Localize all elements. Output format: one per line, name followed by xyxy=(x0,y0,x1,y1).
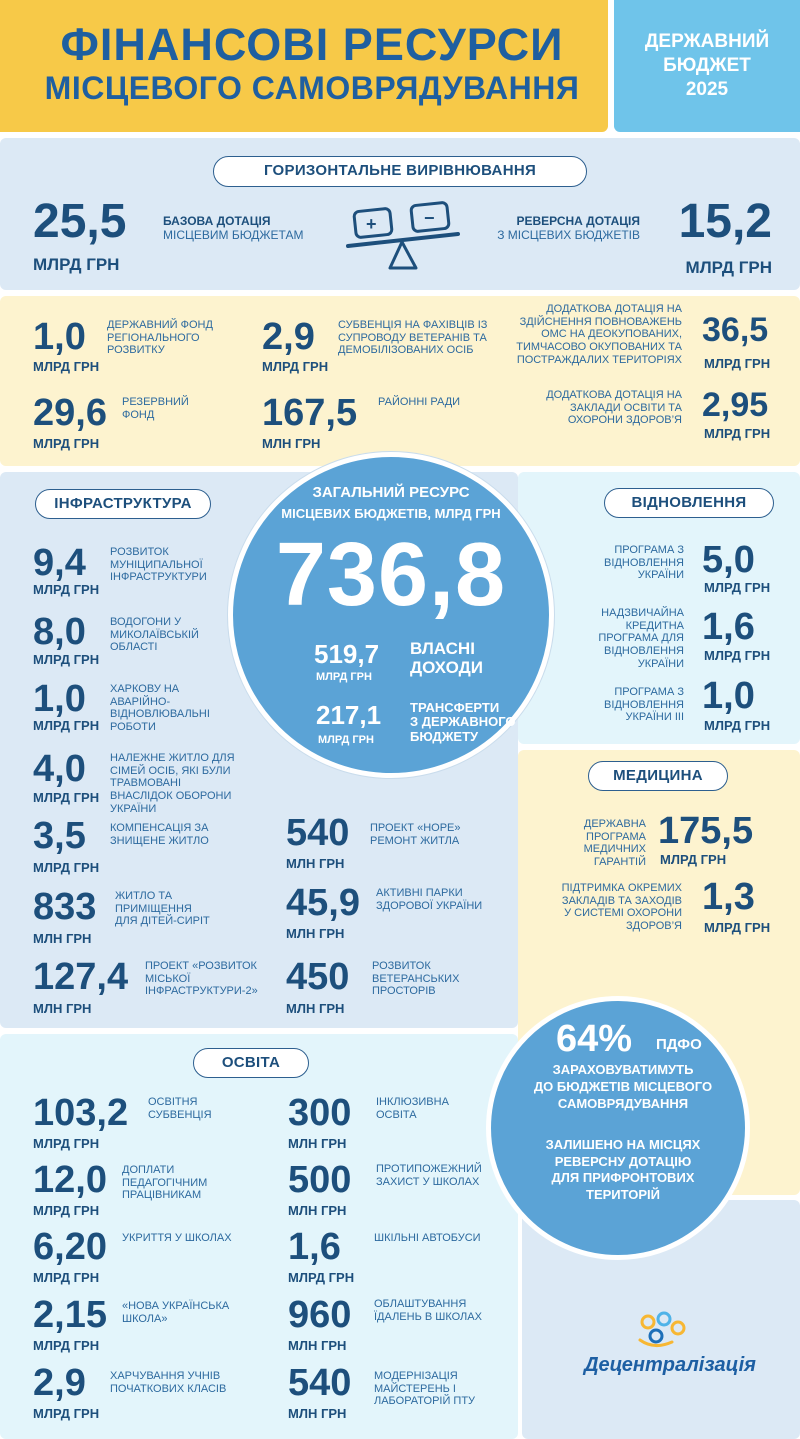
infrastructure-title: ІНФРАСТРУКТУРА xyxy=(35,489,211,519)
pdfo-text2: ДО БЮДЖЕТІВ МІСЦЕВОГО xyxy=(533,1078,713,1094)
own-revenue-label xyxy=(410,640,483,677)
infra-unit: МЛН ГРН xyxy=(286,856,345,871)
recovery-unit: МЛРД ГРН xyxy=(704,580,771,595)
reverse-grant-value: 15,2 xyxy=(678,195,772,248)
recovery-value: 1,6 xyxy=(702,606,755,648)
edu-label: ХАРЧУВАННЯ УЧНІВ ПОЧАТКОВИХ КЛАСІВ xyxy=(110,1370,227,1395)
infra-label: ПРОЕКТ «РОЗВИТОК МІСЬКОЇ ІНФРАСТРУКТУРИ-2» xyxy=(145,960,258,998)
decentralization-logo-text: Децентралізація xyxy=(584,1354,756,1376)
transfer-label3: БЮДЖЕТУ xyxy=(410,728,479,744)
own-label2: ДОХОДИ xyxy=(410,657,483,677)
infra-unit: МЛРД ГРН xyxy=(33,790,100,805)
edu-value: 2,9 xyxy=(33,1362,86,1404)
svg-text:+: + xyxy=(366,214,377,234)
own-revenue-value: 519,7 xyxy=(314,639,380,669)
reverse-grant-label xyxy=(470,215,640,243)
transfer-label2: З ДЕРЖАВНОГО xyxy=(410,714,516,730)
fund-label: РАЙОННІ РАДИ xyxy=(378,396,461,408)
infra-unit: МЛН ГРН xyxy=(33,1001,92,1016)
edu-unit: МЛРД ГРН xyxy=(33,1136,100,1151)
budget-badge-text xyxy=(614,30,800,101)
edu-value: 540 xyxy=(288,1362,352,1404)
recovery-label: ПРОГРАМА З ВІДНОВЛЕННЯ УКРАЇНИ ІІІ xyxy=(604,686,684,724)
infra-value: 4,0 xyxy=(33,748,86,790)
pdfo-text3: САМОВРЯДУВАННЯ xyxy=(557,1095,689,1111)
total-resource-title xyxy=(228,482,554,525)
medicine-value: 175,5 xyxy=(658,810,754,852)
infra-value: 540 xyxy=(286,812,350,854)
medicine-unit: МЛРД ГРН xyxy=(704,920,771,935)
transfers-label xyxy=(410,701,516,744)
edu-unit: МЛРД ГРН xyxy=(33,1406,100,1421)
page-title xyxy=(22,19,602,110)
infra-value: 3,5 xyxy=(33,815,86,857)
infra-value: 9,4 xyxy=(33,542,86,584)
base-grant-label1: БАЗОВА ДОТАЦІЯ xyxy=(163,214,271,228)
total-title-line2: МІСЦЕВИХ БЮДЖЕТІВ, МЛРД ГРН xyxy=(281,506,501,521)
fund-value: 29,6 xyxy=(33,392,107,434)
fund-label: РЕЗЕРВНИЙ ФОНД xyxy=(122,396,189,421)
edu-unit: МЛРД ГРН xyxy=(33,1338,100,1353)
badge-line3: 2025 xyxy=(685,78,729,100)
medicine-label: ДЕРЖАВНА ПРОГРАМА МЕДИЧНИХ ГАРАНТІЙ xyxy=(583,818,646,868)
pdfo-text4: ЗАЛИШЕНО НА МІСЦЯХ xyxy=(545,1136,701,1152)
fund-unit: МЛРД ГРН xyxy=(704,356,771,371)
medicine-value: 1,3 xyxy=(702,876,755,918)
decentralization-logo-icon xyxy=(634,1310,690,1350)
own-label1: ВЛАСНІ xyxy=(410,639,475,658)
recovery-label: НАДЗВИЧАЙНА КРЕДИТНА ПРОГРАМА ДЛЯ ВІДНОВЛЕННЯ УКРАЇНИ xyxy=(598,607,684,670)
infra-label: ВОДОГОНИ У МИКОЛАЇВСЬКІЙ ОБЛАСТІ xyxy=(110,616,199,654)
base-grant-label2: МІСЦЕВИМ БЮДЖЕТАМ xyxy=(163,227,304,242)
reverse-grant-label1: РЕВЕРСНА ДОТАЦІЯ xyxy=(516,214,640,228)
edu-unit: МЛН ГРН xyxy=(288,1338,347,1353)
infra-label: ХАРКОВУ НА АВАРІЙНО-ВІДНОВЛЮВАЛЬНІ РОБОТИ xyxy=(110,683,210,733)
edu-unit: МЛН ГРН xyxy=(288,1136,347,1151)
infra-value: 127,4 xyxy=(33,956,129,998)
edu-unit: МЛН ГРН xyxy=(288,1406,347,1421)
fund-unit: МЛРД ГРН xyxy=(704,426,771,441)
edu-value: 6,20 xyxy=(33,1226,107,1268)
edu-label: ПРОТИПОЖЕЖНИЙ ЗАХИСТ У ШКОЛАХ xyxy=(376,1163,482,1188)
total-title-line1: ЗАГАЛЬНИЙ РЕСУРС xyxy=(312,484,470,501)
pdfo-text xyxy=(520,1062,726,1204)
infra-unit: МЛН ГРН xyxy=(33,931,92,946)
transfers-unit: МЛРД ГРН xyxy=(318,734,374,746)
base-grant-value: 25,5 xyxy=(33,195,127,248)
edu-label: УКРИТТЯ У ШКОЛАХ xyxy=(122,1232,232,1244)
recovery-value: 5,0 xyxy=(702,539,755,581)
edu-label: ІНКЛЮЗИВНА ОСВІТА xyxy=(376,1096,449,1121)
fund-value: 36,5 xyxy=(702,311,769,349)
recovery-label: ПРОГРАМА З ВІДНОВЛЕННЯ УКРАЇНИ xyxy=(604,544,684,582)
edu-value: 12,0 xyxy=(33,1159,107,1201)
infra-value: 45,9 xyxy=(286,882,360,924)
infra-label: ЖИТЛО ТА ПРИМІЩЕННЯ ДЛЯ ДІТЕЙ-СИРІТ xyxy=(115,890,210,928)
reverse-grant-label2: З МІСЦЕВИХ БЮДЖЕТІВ xyxy=(497,227,640,242)
edu-label: МОДЕРНІЗАЦІЯ МАЙСТЕРЕНЬ І ЛАБОРАТОРІЙ ПТУ xyxy=(374,1370,476,1408)
edu-unit: МЛРД ГРН xyxy=(288,1270,355,1285)
education-title: ОСВІТА xyxy=(193,1048,309,1078)
edu-value: 960 xyxy=(288,1294,352,1336)
edu-unit: МЛРД ГРН xyxy=(33,1203,100,1218)
transfer-label1: ТРАНСФЕРТИ xyxy=(410,700,500,715)
fund-value: 1,0 xyxy=(33,316,86,358)
edu-value: 1,6 xyxy=(288,1226,341,1268)
fund-label: ДЕРЖАВНИЙ ФОНД РЕГІОНАЛЬНОГО РОЗВИТКУ xyxy=(107,319,213,357)
fund-unit: МЛН ГРН xyxy=(262,436,321,451)
balance-scale-icon xyxy=(340,198,465,270)
fund-label: ДОДАТКОВА ДОТАЦІЯ НА ЗДІЙСНЕННЯ ПОВНОВАЖЕНЬ ОМС НА ДЕОКУПОВАНИХ, ТИМЧАСОВО ОКУПОВАНИХ ТА ПОСТРАЖДАЛИХ ТЕРИТОРІЯХ xyxy=(516,303,682,366)
fund-unit: МЛРД ГРН xyxy=(33,436,100,451)
edu-label: ШКІЛЬНІ АВТОБУСИ xyxy=(374,1232,481,1244)
edu-value: 103,2 xyxy=(33,1092,129,1134)
fund-label: ДОДАТКОВА ДОТАЦІЯ НА ЗАКЛАДИ ОСВІТИ ТА ОХОРОНИ ЗДОРОВ’Я xyxy=(546,389,682,427)
infra-unit: МЛРД ГРН xyxy=(33,718,100,733)
pdfo-value: 64% xyxy=(556,1018,633,1060)
reverse-grant-unit: МЛРД ГРН xyxy=(685,258,772,277)
fund-value: 2,9 xyxy=(262,316,315,358)
infra-value: 1,0 xyxy=(33,678,86,720)
recovery-unit: МЛРД ГРН xyxy=(704,718,771,733)
infra-label: ПРОЕКТ «HOPE» РЕМОНТ ЖИТЛА xyxy=(370,822,461,847)
recovery-value: 1,0 xyxy=(702,675,755,717)
infra-label: РОЗВИТОК ВЕТЕРАНСЬКИХ ПРОСТОРІВ xyxy=(372,960,460,998)
medicine-title: МЕДИЦИНА xyxy=(588,761,728,791)
infra-value: 833 xyxy=(33,886,97,928)
recovery-unit: МЛРД ГРН xyxy=(704,648,771,663)
infra-unit: МЛН ГРН xyxy=(286,926,345,941)
infra-label: РОЗВИТОК МУНІЦИПАЛЬНОЇ ІНФРАСТРУКТУРИ xyxy=(110,546,207,584)
base-grant-label xyxy=(163,215,303,243)
fund-unit: МЛРД ГРН xyxy=(262,359,329,374)
infra-unit: МЛРД ГРН xyxy=(33,582,100,597)
edu-unit: МЛН ГРН xyxy=(288,1203,347,1218)
page-title-line1: ФІНАНСОВІ РЕСУРСИ xyxy=(60,19,564,70)
medicine-label: ПІДТРИМКА ОКРЕМИХ ЗАКЛАДІВ ТА ЗАХОДІВ У СИСТЕМІ ОХОРОНИ ЗДОРОВ’Я xyxy=(561,882,682,932)
transfers-value: 217,1 xyxy=(316,700,382,730)
pdfo-spacer xyxy=(520,1113,726,1137)
badge-line1: ДЕРЖАВНИЙ xyxy=(644,31,770,52)
edu-unit: МЛРД ГРН xyxy=(33,1270,100,1285)
badge-line2: БЮДЖЕТ xyxy=(663,54,751,76)
infra-value: 8,0 xyxy=(33,611,86,653)
infra-label: КОМПЕНСАЦІЯ ЗА ЗНИЩЕНЕ ЖИТЛО xyxy=(110,822,209,847)
base-grant-unit: МЛРД ГРН xyxy=(33,255,120,274)
infra-label: НАЛЕЖНЕ ЖИТЛО ДЛЯ СІМЕЙ ОСІБ, ЯКІ БУЛИ ТРАВМОВАНІ ВНАСЛІДОК ОБОРОНИ УКРАЇНИ xyxy=(110,752,235,815)
fund-value: 2,95 xyxy=(702,386,769,424)
edu-label: ОСВІТНЯ СУБВЕНЦІЯ xyxy=(148,1096,212,1121)
pdfo-text5: РЕВЕРСНУ ДОТАЦІЮ xyxy=(554,1153,692,1169)
pdfo-text1: ЗАРАХОВУВАТИМУТЬ xyxy=(552,1062,694,1077)
recovery-title: ВІДНОВЛЕННЯ xyxy=(604,488,774,518)
infra-value: 450 xyxy=(286,956,350,998)
edu-value: 2,15 xyxy=(33,1294,107,1336)
infra-unit: МЛРД ГРН xyxy=(33,652,100,667)
pdfo-tag: ПДФО xyxy=(656,1036,702,1053)
pdfo-text7: ТЕРИТОРІЙ xyxy=(586,1187,660,1203)
equalization-title: ГОРИЗОНТАЛЬНЕ ВИРІВНЮВАННЯ xyxy=(213,156,587,187)
infra-label: АКТИВНІ ПАРКИ ЗДОРОВОЇ УКРАЇНИ xyxy=(376,887,483,912)
page-title-line2: МІСЦЕВОГО САМОВРЯДУВАННЯ xyxy=(44,70,580,106)
total-resource-value: 736,8 xyxy=(275,525,507,625)
edu-label: «НОВА УКРАЇНСЬКА ШКОЛА» xyxy=(122,1300,230,1325)
edu-label: ОБЛАШТУВАННЯ ЇДАЛЕНЬ В ШКОЛАХ xyxy=(374,1298,482,1323)
edu-label: ДОПЛАТИ ПЕДАГОГІЧНИМ ПРАЦІВНИКАМ xyxy=(122,1164,208,1202)
infra-unit: МЛРД ГРН xyxy=(33,860,100,875)
edu-value: 300 xyxy=(288,1092,352,1134)
pdfo-text6: ДЛЯ ПРИФРОНТОВИХ xyxy=(551,1170,695,1186)
fund-value: 167,5 xyxy=(262,392,358,434)
edu-value: 500 xyxy=(288,1159,352,1201)
medicine-unit: МЛРД ГРН xyxy=(660,852,727,867)
fund-unit: МЛРД ГРН xyxy=(33,359,100,374)
svg-text:−: − xyxy=(424,208,435,228)
own-revenue-unit: МЛРД ГРН xyxy=(316,671,372,683)
fund-label: СУБВЕНЦІЯ НА ФАХІВЦІВ ІЗ СУПРОВОДУ ВЕТЕРАНІВ ТА ДЕМОБІЛІЗОВАНИХ ОСІБ xyxy=(338,319,488,357)
infra-unit: МЛН ГРН xyxy=(286,1001,345,1016)
